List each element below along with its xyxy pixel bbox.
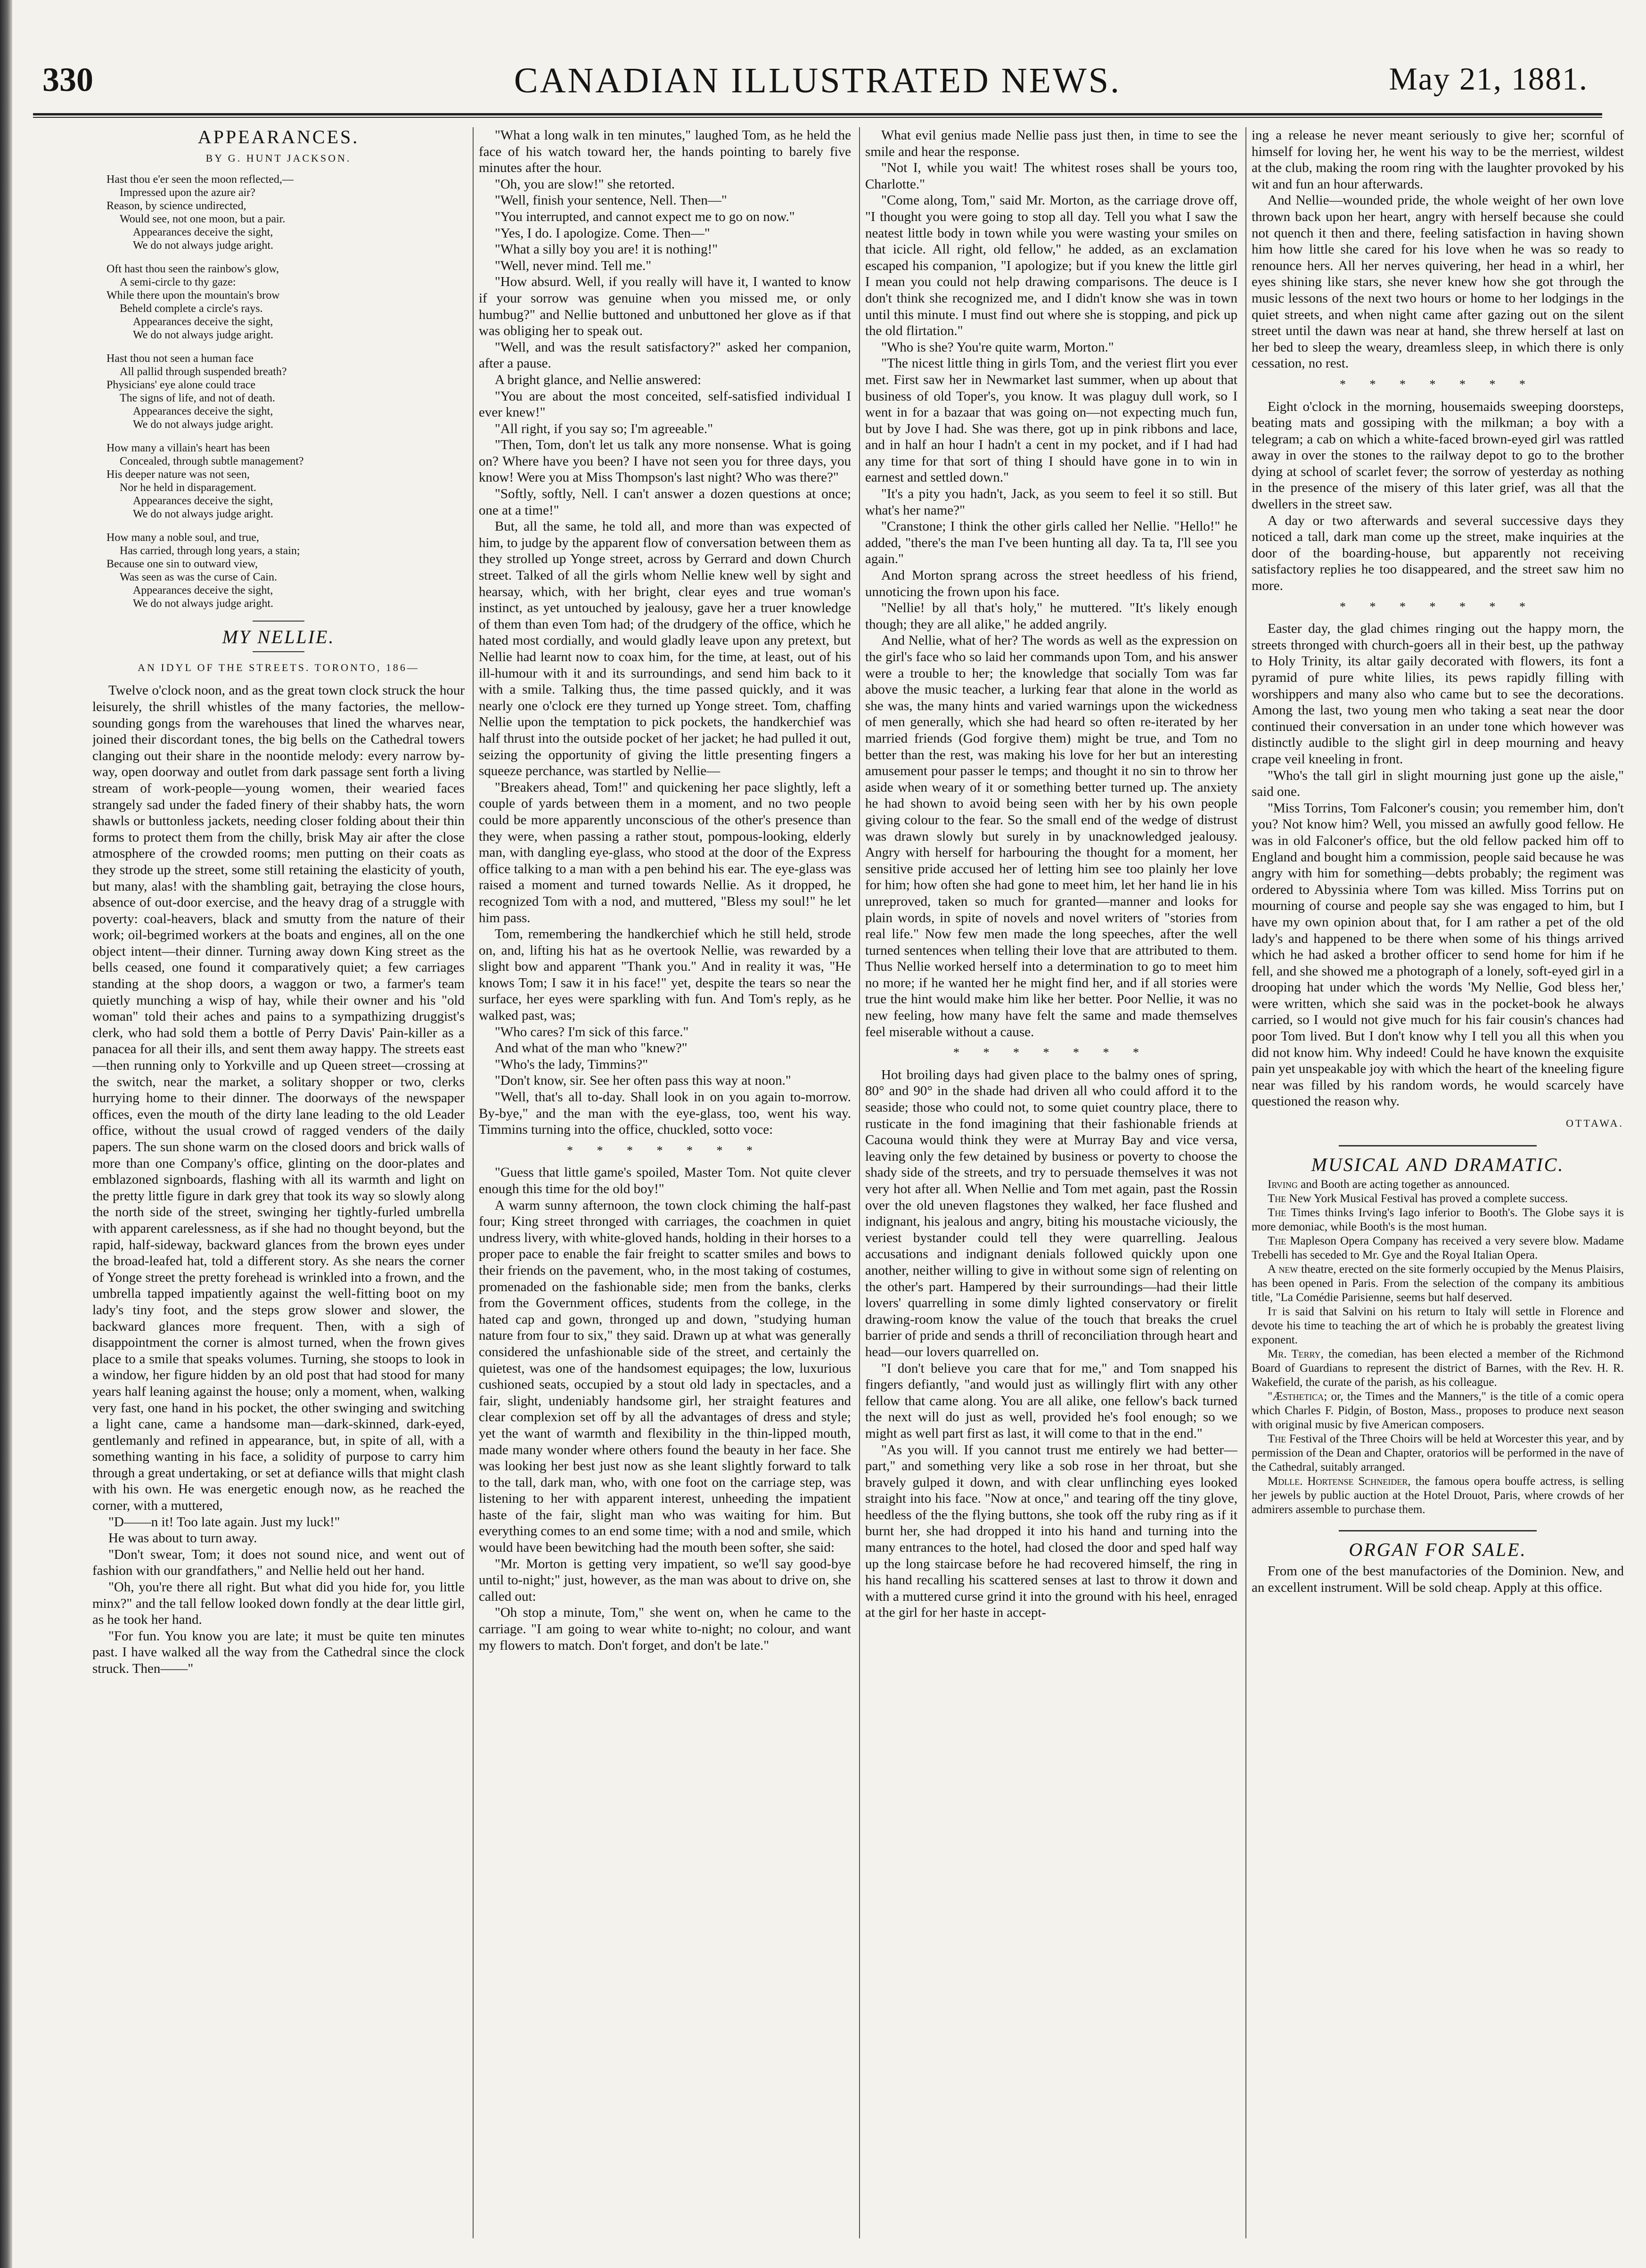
news-item: [1252, 1390, 1624, 1432]
poem-line: Appearances deceive the sight,: [133, 316, 273, 328]
news-item-text: Festival of the Three Choirs will be held at Worcester this year, and by permission of the Dean and Chapter, oratorios will be performed in the nave of the Cathedral, suitably arranged.: [1252, 1433, 1624, 1474]
story-paragraph: Easter day, the glad chimes ringing out the happy morn, the streets thronged with church-goers all in their best, up the pathway to Holy Trinity, its altar gaily decorated with flowers, its font a pyramid of pure white lilies, its pews rapidly filling with worshippers and many also who came but to see the decorations. Among the last, two young men who taking a seat near the door continued their conversation in an under tone which however was distinctly audible to the slight girl in deep mourning and heavy crape veil kneeling in front.: [1252, 621, 1624, 767]
story-paragraph: And what of the man who "knew?": [495, 1040, 688, 1056]
section-break: * * * * * * *: [1340, 377, 1536, 391]
poem-stanza: [106, 442, 465, 521]
poem-line: We do not always judge aright.: [133, 329, 273, 342]
column-2: [479, 127, 851, 2248]
story-paragraph: A warm sunny afternoon, the town clock chiming the half-past four; King street thronged with carriages, the coachmen in quiet undress livery, with white-gloved hands, holding in their horses to a proper pace to enable the fair freight to scatter smiles and bows to their friends on the pavement, who, in the most taking of costumes, promenaded on the fashionable side; men from the banks, clerks from the Government offices, students from the college, in the hated cap and gown, thronged up and down, "studying human nature from four to six," they said. Drawn up at what was generally considered the unfashionable side of the street, and certainly the quietest, was one of the handsomest equipages; the low, luxurious cushioned seats, occupied by a stout old lady in spectacles, and a fair, slight, undeniably handsome girl, her straight features and clear complexion set off by all the advantages of dress and style; yet the want of warmth and flexibility in the thin-lipped mouth, made many wonder where others found the beauty in her face. She was looking her best just now as she leant slightly forward to talk to the tall, dark man, who, with one foot on the carriage step, was listening to her with apparent interest, unheeding the impatient haste of the fair, slight man who was waiting for him. But everything comes to an end some time; with a nod and smile, which would have been bewitching had the mouth been softer, she said:: [479, 1197, 851, 1556]
story-paragraph: And Morton sprang across the street heedless of his friend, unnoticing the frown upon his face.: [865, 568, 1237, 599]
news-item-text: Mapleson Opera Company has received a very severe blow. Madame Trebelli has seceded to Mr. Gye and the Royal Italian Opera.: [1252, 1235, 1624, 1262]
story-paragraph: "Come along, Tom," said Mr. Morton, as the carriage drove off, "I thought you were going to stop all day. Tell you what I saw the neatest little body in town while you were wasting your smiles on that icicle. All right, old fellow," he added, as an exclamation escaped his companion, "I apologize; but if you knew the little girl I mean you could not help drawing comparisons. The deuce is I don't think she recognized me, and I didn't know she was in town until this minute. I must find out where she is stopping, and pick up the old flirtation.": [865, 193, 1237, 339]
poem-line: We do not always judge aright.: [133, 239, 273, 252]
column-1: [92, 127, 465, 2248]
story-paragraph: "Guess that little game's spoiled, Master Tom. Not quite clever enough this time for the old boy!": [479, 1165, 851, 1196]
news-item-lead: Mr. Terry,: [1268, 1348, 1324, 1361]
story-paragraph: "Yes, I do. I apologize. Come. Then—": [495, 225, 710, 241]
story-paragraph: "Don't swear, Tom; it does not sound nice, and went out of fashion with our grandfathers," and Nellie held out her hand.: [92, 1547, 465, 1579]
musical-dramatic-title: MUSICAL AND DRAMATIC.: [1311, 1154, 1564, 1175]
news-item-lead: Mdlle. Hortense Schneider,: [1268, 1475, 1411, 1488]
story-paragraph: "Nellie! by all that's holy," he muttered. "It's likely enough though; they are all alike," he added angrily.: [865, 600, 1237, 632]
poem-line: Hast thou e'er seen the moon reflected,—: [106, 173, 294, 186]
poem-line: Concealed, through subtle management?: [120, 455, 304, 468]
story-paragraph: "Oh, you're there all right. But what did you hide for, you little minx?" and the tall fellow looked down fondly at the dear little girl, as he took her hand.: [92, 1580, 465, 1628]
story-paragraph: "Who's the tall girl in slight mourning just gone up the aisle," said one.: [1252, 768, 1624, 800]
story-paragraph: "Softly, softly, Nell. I can't answer a dozen questions at once; one at a time!": [479, 486, 851, 518]
poem-line: We do not always judge aright.: [133, 508, 273, 521]
issue-date: May 21, 1881.: [1389, 61, 1588, 97]
story-paragraph: A bright glance, and Nellie answered:: [495, 372, 702, 387]
poem-line: Appearances deceive the sight,: [133, 405, 273, 418]
column-4: [1252, 127, 1624, 2248]
section-break: * * * * * * *: [567, 1143, 763, 1157]
poem-line: Was seen as was the curse of Cain.: [120, 571, 277, 584]
story-paragraph: "Don't know, sir. See her often pass this way at noon.": [495, 1073, 791, 1089]
news-item-lead: The: [1268, 1433, 1286, 1446]
story-text-col4: [1252, 127, 1624, 1110]
news-item-text: the famous opera bouffe actress, is selling her jewels by public auction at the Hotel Drouot, Paris, where crowds of her admirers assemble to purchase them.: [1252, 1475, 1624, 1516]
news-item-text: Times thinks Irving's Iago inferior to Booth's. The Globe says it is more demoniac, while Booth's is the most human.: [1252, 1206, 1624, 1234]
story-paragraph: "Well, that's all to-day. Shall look in on you again to-morrow. By-bye," and the man with the eye-glass, too, went his way. Timmins turning into the office, chuckled, sotto voce:: [479, 1089, 851, 1138]
poem-line: Hast thou not seen a human face: [106, 352, 254, 365]
news-item: [1252, 1262, 1624, 1305]
news-item-text: or, the Times and the Manners," is the title of a comic opera which Charles F. Pidgin, of Boston, Mass., proposes to produce next season with original music by five American composers.: [1252, 1390, 1624, 1432]
divider: [1339, 1145, 1537, 1146]
news-item-lead: The: [1268, 1192, 1286, 1205]
story-paragraph: "For fun. You know you are late; it must be quite ten minutes past. I have walked all the way from the Cathedral since the clock struck. Then——": [92, 1628, 465, 1676]
news-item-text: New York Musical Festival has proved a complete success.: [1286, 1192, 1568, 1205]
poem-line: Reason, by science undirected,: [106, 200, 246, 213]
poem-line: Has carried, through long years, a stain;: [120, 545, 300, 557]
poem-line: Would see, not one moon, but a pair.: [120, 213, 286, 226]
poem-line: A semi-circle to thy gaze:: [120, 276, 236, 289]
story-paragraph: "As you will. If you cannot trust me entirely we had better—part," and something very like a sob rose in her throat, but she bravely gulped it down, and with clear unflinching eyes looked straight into his face. "Now at once," and tearing off the tiny glove, heedless of the the flying buttons, she took off the ruby ring as if it burnt her, she had dropped it into his hand and turning into the many entrances to the hotel, had closed the door and sped half way up the long staircase before he had recovered himself, the ring in his hand recalling his scattered senses at last to throw it down and with a muttered curse grind it into the ground with his heel, enraged at the girl for her haste in accept-: [865, 1442, 1237, 1621]
poem-line: How many a villain's heart has been: [106, 442, 270, 455]
story-paragraph: But, all the same, he told all, and more than was expected of him, to judge by the apparent flow of conversation between them as they strolled up Yonge street, across by Gerrard and down Church street. Talked of all the girls whom Nellie knew well by sight and hearsay, which, with her bright, clear eyes and true woman's instinct, as yet untouched by jealousy, gave her a truer knowledge of them than even Tom had; of the drudgery of the office, which he hated most cordially, and would gladly leave upon any pretext, but Nellie had learnt now to coax him, for the time, at least, out of his ill-humour with it and its surroundings, and send him back to it with a smile. Talking thus, the time passed quickly, and it was nearly one o'clock ere they turned up Yonge street. Tom, chaffing Nellie upon the temptation to pick pockets, the handkerchief was half thrust into the outside pocket of her jacket; he had pulled it out, seizing the opportunity of giving the little presenting fingers a squeeze perchance, was startled by Nellie—: [479, 519, 851, 779]
news-item: [1252, 1305, 1624, 1347]
poem-line: All pallid through suspended breath?: [120, 366, 287, 378]
column-rule: [473, 127, 474, 2238]
poem-stanza: [106, 262, 465, 342]
poem-body: [106, 173, 465, 610]
poem-title: APPEARANCES.: [197, 127, 360, 147]
poem-line: While there upon the mountain's brow: [106, 289, 280, 302]
story-paragraph: "Well, and was the result satisfactory?" asked her companion, after a pause.: [479, 339, 851, 371]
story-paragraph: "Mr. Morton is getting very impatient, so we'll say good-bye until to-night;" just, however, as the man was about to drive on, she called out:: [479, 1556, 851, 1604]
poem-line: Physicians' eye alone could trace: [106, 379, 256, 392]
musical-dramatic-items: [1252, 1178, 1624, 1517]
story-paragraph: "You are about the most conceited, self-satisfied individual I ever knew!": [479, 388, 851, 420]
story-signature: OTTAWA.: [1566, 1117, 1624, 1130]
poem-line: Appearances deceive the sight,: [133, 226, 273, 239]
poem-stanza: [106, 531, 465, 610]
poem-line: Appearances deceive the sight,: [133, 495, 273, 508]
poem-line: Because one sin to outward view,: [106, 558, 258, 571]
story-paragraph: "Well, finish your sentence, Nell. Then—": [495, 193, 727, 208]
page-number: 330: [42, 61, 93, 98]
story-paragraph: "It's a pity you hadn't, Jack, as you seem to feel it so still. But what's her name?": [865, 486, 1237, 518]
poem-line: The signs of life, and not of death.: [120, 392, 275, 405]
news-item: [1252, 1432, 1624, 1474]
story-paragraph: "Cranstone; I think the other girls called her Nellie. "Hello!" he added, "there's the man I've been hunting all day. Ta ta, I'll see you again.": [865, 519, 1237, 567]
story-paragraph: "Breakers ahead, Tom!" and quickening her pace slightly, left a couple of yards between them in a moment, and no two people could be more apparently unconscious of the other's presence than they were, when passing a rather stout, pompous-looking, elderly man, with dangling eye-glass, who stood at the door of the Express office talking to a man with a pen behind his ear. The eye-glass was raised a moment and turned towards Nellie. As it dropped, he recognized Tom with a nod, and muttered, "Bless my soul!" he let him pass.: [479, 779, 851, 925]
news-item: [1252, 1206, 1624, 1234]
poem-stanza: [106, 352, 465, 431]
story-paragraph: And Nellie, what of her? The words as well as the expression on the girl's face who so laid her commands upon Tom, and his answer were a trouble to her; the knowledge that socially Tom was far above the music teacher, a lurking fear that alone in the world as she was, the many hints and varied warnings upon the wickedness of men generally, which she had heard so often re-iterated by her married friends (God forgive them) might be true, and Tom no better than the rest, was making his love for her but an interesting amusement pour passer le temps; and thought it no sin to throw her aside when weary of it or something better turned up. The anxiety he had shown to avoid being seen with her by his own people giving colour to the fear. So the small end of the wedge of distrust was drawn slowly but surely in by unacknowledged jealousy. Angry with herself for harbouring the thought for a moment, her sensitive pride accused her of letting him see too plainly her love for him; how often she had gone to meet him, let her hand lie in his unreproved, taken so much for granted—manner and looks for plain words, in spite of novels and novel writers of "stories from real life." Now few men made the long speeches, after the well turned sentences when telling their love that are attributed to them. Thus Nellie worked herself into a determination to go to meet him no more; if he wanted her he might find her, and if all stories were true the hint would make him like her better. Poor Nellie, it was no new feeling, how many have felt the same and made themselves feel miserable without a cause.: [865, 633, 1237, 1040]
news-item-text: theatre, erected on the site formerly occupied by the Menus Plaisirs, has been opened in Paris. From the selection of the company its ambitious title, "La Comédie Parisienne, seems but half deserved.: [1252, 1263, 1624, 1304]
divider: [253, 651, 304, 652]
story-paragraph: "What a long walk in ten minutes," laughed Tom, as he held the face of his watch toward her, the hands pointing to barely five minutes after the hour.: [479, 128, 851, 176]
story-paragraph: And Nellie—wounded pride, the whole weight of her own love thrown back upon her heart, angry with herself because she could not quench it then and there, feeling satisfaction in having shown him how little she cared for his love when he was so ready to renounce hers. All her nerves quivering, her head in a whirl, her eyes shining like stars, she never knew how she got through the music lessons of the next two hours or home to her lodgings in the quiet streets, and when night came after gazing out on the silent street until the dawn was near at hand, she threw herself at last on her bed to sleep the weary, dreamless sleep, in which there is only cessation, no rest.: [1252, 193, 1624, 371]
poem-line: His deeper nature was not seen,: [106, 468, 250, 481]
divider: [1339, 1530, 1537, 1531]
story-paragraph: A day or two afterwards and several successive days they noticed a tall, dark man come up the street, make inquiries at the door of the boarding-house, but apparently not receiving satisfactory replies he too disappeared, and the street saw him no more.: [1252, 513, 1624, 594]
news-item-lead: The: [1268, 1235, 1286, 1248]
poem-line: We do not always judge aright.: [133, 598, 273, 610]
story-text-col1: [92, 682, 465, 1677]
story-paragraph: He was about to turn away.: [108, 1531, 257, 1546]
story-paragraph: "Well, never mind. Tell me.": [495, 258, 652, 273]
story-subtitle: AN IDYL OF THE STREETS. TORONTO, 186—: [138, 661, 419, 673]
story-paragraph: "Not I, while you wait! The whitest roses shall be yours too, Charlotte.": [865, 160, 1237, 192]
poem-line: Appearances deceive the sight,: [133, 584, 273, 597]
column-rule: [1245, 127, 1246, 2238]
story-paragraph: Hot broiling days had given place to the balmy ones of spring, 80° and 90° in the shade had driven all who could afford it to the seaside; those who could not, to some quiet country place, there to rusticate in the fond imagining that their fashionable friends at Cacouna would think they were at Murray Bay and vice versa, leaving only the few detained by business or poverty to choose the shady side of the streets, and try to persuade themselves it was not very hot after all. When Nellie and Tom met again, past the Rossin over the old uneven flagstones they walked, her face flushed and indignant, his jealous and angry, biting his moustache viciously, the veriest bystander could tell they were quarrelling. Jealous accusations and indignant denials followed quickly upon one another, neither willing to give in without some sign of relenting on the other's part. Hampered by their surroundings—had their little lovers' quarrelling in some dimly lighted conservatory or firelit drawing-room know the value of the touch that breaks the cruel barrier of pride and sends a thrill of reconciliation through heart and head—our lovers quarrelled on.: [865, 1067, 1237, 1359]
news-item-lead: Irving: [1268, 1178, 1298, 1191]
story-paragraph: "Who cares? I'm sick of this farce.": [495, 1024, 689, 1040]
news-item: [1252, 1347, 1624, 1390]
news-item: [1252, 1178, 1624, 1192]
story-paragraph: "The nicest little thing in girls Tom, and the veriest flirt you ever met. First saw her in Newmarket last summer, when up about that business of old Toper's, you know. It was plaguy dull work, so I went in for a bazaar that was going on—not expecting much fun, but by Jove I had. She was there, got up in pink ribbons and lace, and in half an hour I hadn't a cent in my pocket, and if I had had any time for that sort of thing I should have gone in to win in earnest and settled down.": [865, 356, 1237, 485]
poem-line: Beheld complete a circle's rays.: [120, 303, 263, 315]
poem-line: We do not always judge aright.: [133, 418, 273, 431]
story-paragraph: "Who's the lady, Timmins?": [495, 1056, 648, 1072]
masthead: [33, 57, 1602, 115]
organ-sale-title: ORGAN FOR SALE.: [1349, 1539, 1527, 1561]
poem-line: Impressed upon the azure air?: [120, 187, 255, 199]
binding-edge: [0, 0, 12, 2268]
story-paragraph: "Oh stop a minute, Tom," she went on, when he came to the carriage. "I am going to wear white to-night; no colour, and want my flowers to match. Don't forget, and don't be late.": [479, 1605, 851, 1653]
poem-stanza: [106, 173, 465, 252]
story-paragraph: "All right, if you say so; I'm agreeable.": [495, 421, 713, 436]
story-paragraph: "What a silly boy you are! it is nothing!": [495, 242, 718, 257]
news-item-lead: A new: [1268, 1263, 1298, 1276]
news-item: [1252, 1192, 1624, 1206]
news-item-lead: "Æsthetica;: [1268, 1390, 1327, 1403]
story-paragraph: "Oh, you are slow!" she retorted.: [495, 176, 675, 192]
story-paragraph: "I don't believe you care that for me," and Tom snapped his fingers defiantly, "and would just as willingly flirt with any other fellow that came along. You are all alike, one fellow's back turned the next will do just as well, provided he's fool enough; so we might as well part first as last, it will come to that in the end.": [865, 1360, 1237, 1441]
story-paragraph: "Then, Tom, don't let us talk any more nonsense. What is going on? Where have you been? I have not seen you for three days, you know! Were you at Miss Thompson's last night? Who was there?": [479, 437, 851, 485]
story-paragraph: "How absurd. Well, if you really will have it, I wanted to know if your sorrow was genuine when you missed me, or only humbug?" and Nellie buttoned and unbuttoned her glove as if that was obliging her to speak out.: [479, 274, 851, 339]
story-paragraph: What evil genius made Nellie pass just then, in time to see the smile and hear the response.: [865, 128, 1237, 159]
poem-line: Oft hast thou seen the rainbow's glow,: [106, 263, 279, 276]
column-rule: [859, 127, 860, 2238]
masthead-rule: [33, 117, 1602, 118]
story-paragraph: "Miss Torrins, Tom Falconer's cousin; you remember him, don't you? Not know him? Well, you missed an awfully good fellow. He was in old Falconer's office, but the old fellow packed him off to England and bought him a commission, people said because he was angry with him for something—debts probably; the regiment was ordered to Abyssinia where Tom was killed. Miss Torrins put on mourning of course and people say she was engaged to him, but I have my own opinion about that, for I am rather a pet of the old lady's and happened to be there when some of his things arrived which he had asked a brother officer to send home for him if he fell, and she showed me a photograph of a lonely, soft-eyed girl in a drooping hat under which the words 'My Nellie, God bless her,' were written, which she said was in the pocket-book he always carried, so I would not give much for his fair cousin's chances had poor Tom lived. But I don't know why I tell you all this when you did not know him. Why indeed! Could he have known the exquisite pain yet unspeakable joy with which the heart of the kneeling figure near was filled by his random words, he would scarcely have questioned the reason why.: [1252, 800, 1624, 1109]
news-item-text: is said that Salvini on his return to Italy will settle in Florence and devote his time to teaching the art of which he is probably the greatest living exponent.: [1252, 1305, 1624, 1347]
story-text-col2: [479, 127, 851, 1654]
section-break: * * * * * * *: [953, 1046, 1149, 1060]
story-paragraph: "Who is she? You're quite warm, Morton.": [881, 339, 1114, 355]
story-title: MY NELLIE.: [222, 626, 335, 648]
news-item-text: and Booth are acting together as announced.: [1297, 1178, 1510, 1191]
story-paragraph: Twelve o'clock noon, and as the great town clock struck the hour leisurely, the shrill whistles of the many factories, the mellow-sounding gongs from the warehouses that lined the wharves near, joined their discordant tones, the big bells on the Cathedral towers clanging out their share in the noontide melody: every narrow by-way, open doorway and outlet from dark passage sent forth a living stream of work-people—young women, their wearied faces strangely sad under the faded finery of their shabby hats, the worn shawls or buttonless jackets, needing closer folding about their thin forms to protect them from the chilly, brisk May air after the close atmosphere of the crowded rooms; men putting on their coats as they strode up the street, some still retaining the elasticity of youth, but many, alas! with the shambling gait, betraying the close hours, absence of out-door exercise, and the heavy drag of a struggle with poverty: coal-heavers, black and smutty from the nature of their work; oil-begrimed workers at the boats and engines, all on the one object intent—their dinner. Turning away down King street as the bells ceased, one found it comparatively quiet; a few carriages standing at the shop doors, a waggon or two, a farmer's team quietly munching a wisp of hay, while their owner and his "old woman" told their aches and pains to a sympathizing druggist's clerk, who had sold them a bottle of Perry Davis' Pain-killer as a panacea for all their ills, and sent them away happy. The streets east—then running only to Yorkville and up Queen street—crossing at the switch, near the market, a solitary shopper or two, clerks hurrying home to their dinner. The doorways of the newspaper offices, even the mouth of the dirty lane leading to the old Leader office, without the usual crowd of ragged venders of the daily papers. The sun shone warm on the closed doors and brick walls of more than one Company's office, glinting on the door-plates and emblazoned signboards, flashing with all its warmth and light on the pretty little figure in dark grey that took its way so slowly along the north side of the street, swinging her tightly-furled umbrella with apparent carelessness, as if she had no thought beyond, but the rapid, half-sideway, backward glances from the brown eyes under the broad-leafed hat, told a different story. As she nears the corner of Yonge street the pretty forehead is wrinkled into a frown, and the umbrella tapped impatiently against the well-fitting boot on my lady's tiny foot, and the steps grow slower and slower, the backward glances more frequent. Then, with a sigh of disappointment the corner is almost turned, when the frown gives place to a smile that speaks volumes. Turning, she stoops to look in a window, her figure hidden by an old post that had stood for many years half leaning against the house; only a moment, when, walking very fast, one hand in his pocket, the other swinging and switching a light cane, came a handsome man—dark-skinned, dark-eyed, gentlemanly and refined in appearance, but, in spite of all, with a something wanting in his face, a solidity of purpose to carry him through a great undertaking, or set at defiance wills that might clash with his own. He was energetic enough now, as he reached the corner, with a muttered,: [92, 683, 465, 1514]
column-3: [865, 127, 1237, 2248]
story-paragraph: "You interrupted, and cannot expect me to go on now.": [495, 209, 795, 224]
divider: [253, 621, 304, 622]
news-item: [1252, 1474, 1624, 1517]
poem-line: How many a noble soul, and true,: [106, 532, 259, 544]
story-paragraph: Eight o'clock in the morning, housemaids sweeping doorsteps, beating mats and gossiping with the milkman; a boy with a telegram; a cab on which a white-faced brown-eyed girl was rattled away in over the stones to the railway depot to go to the brother dying at school of scarlet fever; the sorrow of yesterday as nothing in the presence of the misery of this later grief, was all that the dwellers in the street saw.: [1252, 399, 1624, 512]
news-item-lead: The: [1268, 1206, 1286, 1220]
story-paragraph: Tom, remembering the handkerchief which he still held, strode on, and, lifting his hat as he overtook Nellie, was rewarded by a slight bow and apparent "Thank you." And in reality it was, "He knows Tom; I saw it in his face!" yet, despite the tears so near the surface, her eyes were sparkling with fun. And Tom's reply, as he walked past, was;: [479, 926, 851, 1023]
poem-byline: BY G. HUNT JACKSON.: [205, 152, 352, 164]
organ-sale-text: From one of the best manufactories of the Dominion. New, and an excellent instrument. Will be sold cheap. Apply at this office.: [1252, 1563, 1624, 1595]
section-break: * * * * * * *: [1340, 599, 1536, 614]
news-item-text: the comedian, has been elected a member of the Richmond Board of Guardians to represent the district of Barnes, with the Rev. H. R. Wakefield, the curate of the parish, as his colleague.: [1252, 1348, 1624, 1389]
story-text-col3: [865, 127, 1237, 1621]
poem-line: Nor he held in disparagement.: [120, 482, 256, 494]
story-paragraph: "D——n it! Too late again. Just my luck!": [108, 1514, 340, 1530]
newspaper-title: CANADIAN ILLUSTRATED NEWS.: [514, 61, 1122, 100]
news-item-lead: It: [1268, 1305, 1277, 1318]
story-paragraph: ing a release he never meant seriously to give her; scornful of himself for loving her, he went his way to be the merriest, wildest at the club, making the room ring with the laughter provoked by his wit and fun an hour afterwards.: [1252, 128, 1624, 192]
news-item: [1252, 1234, 1624, 1262]
